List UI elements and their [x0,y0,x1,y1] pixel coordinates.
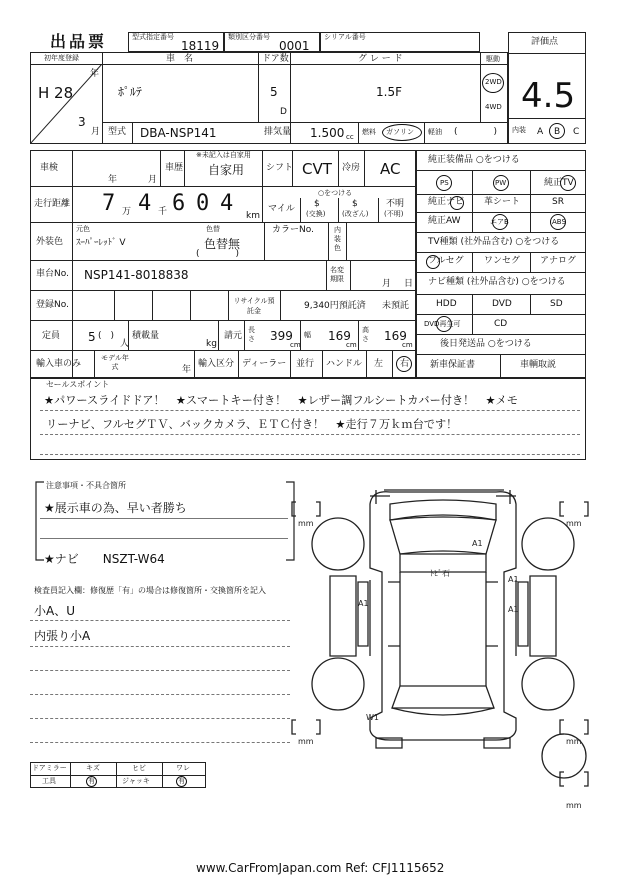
mileage-modified-2: (改ざん) [342,210,369,218]
docs-manual: 車輌取説 [520,360,557,370]
mileage-label: 走行距離 [34,199,71,209]
mileage-digit: 6 [172,191,186,216]
tv-analog: アナログ [540,256,577,266]
model-label: 型式 [108,127,127,137]
inspection-label: 車検 [40,163,59,173]
ac-label: 冷房 [342,163,361,173]
mileage-exchange-1: $ [314,199,320,209]
tyre-mm-rr: mm [566,737,582,746]
damage-mark: A1 [508,575,519,584]
grade-value: 1.5F [376,85,402,99]
capacity-unit: 人 [120,339,130,349]
equip-leather: 革シート [484,197,521,207]
first-reg-month: 3 [78,115,86,129]
fuel-paren: ( ) [454,127,498,137]
fuel-gasoline: ガソリン [386,128,414,136]
orig-color-label: 元色 [76,225,90,233]
model-value: DBA-NSP141 [140,126,217,140]
interior-b: B [554,127,561,137]
shift-value: CVT [302,160,332,178]
drive-4wd: 4WD [485,103,502,111]
import-type-label: 輸入区分 [198,359,235,369]
name-change-month: 月 [382,279,392,289]
legend-scratch: キズ [86,764,100,772]
usage-value: 自家用 [208,163,245,177]
class-number-cell [224,32,320,52]
page-title: 出品票 [50,32,108,51]
mileage-modified-1: $ [352,199,358,209]
chassis-value: NSP141-8018838 [84,268,189,282]
nav-cd: CD [494,319,508,329]
color-no-label: カラーNo. [272,225,314,235]
equip-sr: SR [552,197,564,207]
model-year-label: モデル年式 [101,354,129,371]
height-cm: cm [402,341,413,349]
length-cm: cm [290,341,301,349]
mileage-sen: 千 [158,207,168,217]
first-reg-era: H 28 [38,84,74,102]
mileage-digit: 4 [138,191,152,216]
sales-label: セールスポイント [46,380,110,389]
car-name-label: 車 名 [166,54,194,64]
recycle-label: リサイクル預託金 [233,297,275,315]
import-dealer: ディーラー [242,359,287,369]
usage-note: ※未記入は自家用 [196,151,251,159]
grade-label: グ レ ー ド [358,54,403,64]
equip-title: 純正装備品 ○をつける [428,155,520,165]
displacement-label: 排気量 [264,127,292,137]
doors-value: 5 [270,85,278,99]
inspector-line-1: 小A、U [34,604,75,618]
chassis-label: 車台No. [36,269,69,279]
mileage-exchange-2: (交換) [306,210,326,218]
inspection-month: 月 [148,175,158,185]
sales-line-1: ★パワースライドドア！ ★スマートキー付き！ ★レザー調フルシートカバー付き！ ★メモ [44,394,518,407]
mileage-note: ○をつける [318,189,353,197]
fuel-diesel: 軽油 [428,128,442,136]
notes-line-2: ★ナビ NSZT-W64 [44,552,165,566]
handle-left: 左 [374,359,384,369]
length-value: 399 [270,329,293,343]
mileage-unknown-1: 不明 [386,199,405,209]
load-label: 積載量 [132,331,160,341]
color-change-value: 色替無 [204,237,241,251]
legend-crack: ヒビ [132,764,146,772]
evaluation-score: 4.5 [521,76,576,116]
mileage-unknown-2: (不明) [384,210,404,218]
inspector-label: 検査員記入欄：修復歴「有」の場合は修復箇所・交換箇所を記入 [34,586,266,595]
type-number-label: 型式指定番号 [132,33,174,41]
height-label: 高さ [362,326,369,343]
nav-title: ナビ種類 (社外品含む) ○をつける [428,277,566,287]
recycle-value: 9,340円預託済 [304,301,366,311]
color-paren: ( ) [196,249,240,259]
tv-fullseg: フルセグ [428,256,464,266]
class-number-label: 類別区分番号 [228,33,270,41]
mileage-digit: 7 [102,191,116,216]
ac-value: AC [380,160,401,178]
dims-label: 請元 [224,331,243,341]
shift-label: シフト [266,163,294,173]
length-label: 長さ [248,326,255,343]
car-name-value: ﾎﾟﾙﾃ [118,85,143,99]
serial-number-cell [320,32,480,52]
legend-jack: ジャッキ [122,777,150,785]
equip-abs: ABS [552,218,566,226]
capacity-paren: ( ) [98,331,115,341]
width-cm: cm [346,341,357,349]
legend-tools-value: 有 [88,777,95,785]
equip-navi: 純正ナビ [428,197,465,207]
cc-unit: cc [346,133,354,141]
first-reg-month-mark: 月 [91,127,101,137]
legend-mirror: ドアミラー [32,764,67,772]
interior-box [508,118,586,144]
damage-mark: A1 [472,539,483,548]
type-number-value: 18119 [181,39,220,53]
car-damage-diagram [290,476,590,816]
displacement-value: 1.500 [310,126,345,140]
recycle-no: 未預託 [382,301,410,311]
first-reg-label: 初年度登録 [44,54,79,62]
doors-label: ドア数 [262,54,289,64]
legend-jack-value: 有 [178,777,185,785]
damage-mark: ﾄﾋﾞ石 [430,569,450,578]
tyre-mm-fr: mm [566,519,582,528]
color-code-label: 色替 [206,225,220,233]
class-number-value: 0001 [279,39,310,53]
fuel-label: 燃料 [362,128,376,136]
equip-pw: PW [495,179,507,187]
inspection-year: 年 [108,175,118,185]
serial-number-label: シリアル番号 [324,33,366,41]
load-kg: kg [206,339,217,349]
import-label: 輸入車のみ [36,359,82,369]
damage-mark: W1 [366,713,379,722]
mileage-digit: 4 [220,191,234,216]
nav-hdd: HDD [436,299,457,309]
interior-a: A [537,127,544,137]
drive-2wd: 2WD [485,78,502,86]
interior-color-label: 内装色 [334,226,341,252]
mileage-man: 万 [122,207,132,217]
nav-dvd-play: DVD再生可 [424,320,461,328]
nav-sd: SD [550,299,563,309]
orig-color-value: ｽｰﾊﾟｰﾚｯﾄﾞ V [76,238,126,248]
inspector-line-2: 内張り小A [34,629,91,643]
width-label: 幅 [304,331,311,339]
tyre-mm-rl: mm [298,737,314,746]
import-parallel: 並行 [296,359,315,369]
interior-label: 内装 [512,126,526,134]
type-number-cell [128,32,224,52]
model-year-unit: 年 [182,365,192,375]
drive-label: 駆動 [486,55,500,63]
first-reg-year-mark: 年 [90,69,100,79]
mileage-digit: 0 [196,191,210,216]
color-label: 外装色 [36,237,64,247]
mileage-km: km [246,211,260,221]
tv-oneseg: ワンセグ [484,256,521,266]
legend-break: ワレ [176,764,190,772]
width-value: 169 [328,329,351,343]
height-value: 169 [384,329,407,343]
tyre-mm-fl: mm [298,519,314,528]
docs-title: 後日発送品 ○をつける [440,339,532,349]
equip-ps: PS [440,179,449,187]
sales-line-2: リーナビ、フルセグＴＶ、バックカメラ、ＥＴＣ付き！ ★走行７万ｋｍ台です！ [46,418,458,431]
equip-airbag: エアB [490,218,509,226]
capacity-value: 5 [88,330,96,344]
nav-dvd: DVD [492,299,512,309]
registration-label: 登録No. [36,300,69,310]
legend-tools: 工具 [42,777,56,785]
tyre-mm-spare: mm [566,801,582,810]
first-reg-diagonal [30,64,102,144]
notes-line-1: ★展示車の為、早い者勝ち [44,501,187,515]
notes-label: 注意事項・不具合箇所 [46,481,126,490]
footer-ref: www.CarFromJapan.com Ref: CFJ1115652 [196,861,445,875]
evaluation-label: 評価点 [531,37,559,47]
capacity-label: 定員 [42,331,61,341]
tv-title: TV種類 (社外品含む) ○をつける [428,237,560,247]
docs-warranty: 新車保証書 [430,360,476,370]
handle-label: ハンドル [326,359,363,369]
equip-aw: 純正AW [428,216,461,226]
door-type: D [280,107,287,117]
damage-mark: A1 [508,605,519,614]
name-change-day: 日 [404,279,414,289]
mileage-mile: マイル [268,204,295,214]
equip-tv: 純正TV [544,178,574,188]
mileage-digits [96,190,256,218]
equip-navi-circle [450,196,464,210]
damage-mark: A1 [358,599,369,608]
name-change-label: 名変期限 [330,266,344,283]
interior-c: C [573,127,580,137]
usage-label: 車歴 [165,163,184,173]
handle-right: 右 [400,359,410,369]
